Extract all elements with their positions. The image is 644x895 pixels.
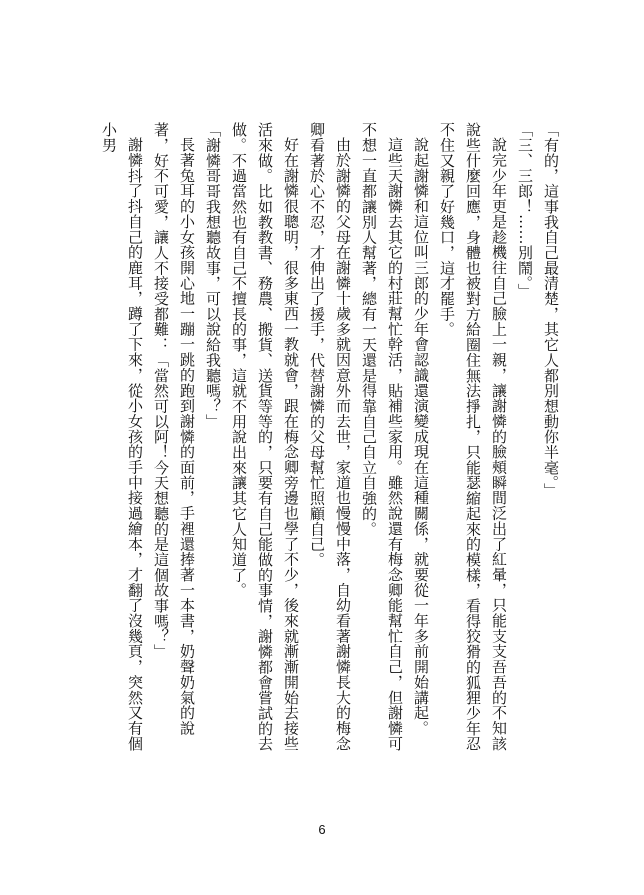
- paragraph-10: 謝憐抖了抖自己的鹿耳，蹲了下來，從小女孩的手中接過繪本，才翻了沒幾頁，突然又有個小男: [100, 122, 144, 751]
- page-number: 6: [318, 822, 326, 837]
- paragraph-6: 由於謝憐的父母在謝憐十歲多就因意外而去世，家道也慢慢中落，自幼看著謝憐長大的梅念卿看著於心不忍，才伸出了援手，代替謝憐的父母幫忙照顧自己。: [308, 122, 352, 751]
- paragraph-4: 說起謝憐和這位叫三郎的少年會認識還演變成現在這種關係，就要從一年多前開始講起。: [412, 137, 430, 736]
- vertical-text-body: [94, 122, 564, 762]
- paragraph-7: 好在謝憐很聰明，很多東西一教就會，跟在梅念卿旁邊也學了不少，後來就漸漸開始去接些活來做。比如教教書、務農、搬貨、送貨等等的，只要有自己能做的事情，謝憐都會嘗試的去做。不過當然也有自己不擅長的事，這就不用說出來讓其它人知道了。: [230, 122, 300, 752]
- paragraph-9: 長著兔耳的小女孩開心地一蹦一跳的跑到謝憐的面前，手裡還捧著一本書，奶聲奶氣的說著，好不可愛，讓人不接受都難：「當然可以阿！今天想聽的是這個故事嗎？」: [152, 122, 196, 736]
- paragraph-dialogue-8: 「謝憐哥哥我想聽故事，可以說給我聽嗎？」: [204, 122, 222, 429]
- paragraph-dialogue-2: 「三、三郎！……別鬧。」: [516, 122, 534, 299]
- paragraph-5: 這些天謝憐去其它的村莊幫忙幹活，貼補些家用。雖然說還有梅念卿能幫忙自己，但謝憐可不想一直都讓別人幫著，總有一天還是得靠自己自立自強的。: [360, 122, 404, 751]
- paragraph-3: 說完少年更是趁機往自己臉上一親，讓謝憐的臉頰瞬間泛出了紅暈，只能支支吾吾的不知該說些什麼回應，身體也被對方給圈住無法掙扎，只能瑟縮起來的模樣，看得狡猾的狐狸少年忍不住又親了好幾口，這才罷手。: [438, 122, 508, 752]
- paragraph-dialogue-1: 「有的，這事我自己最清楚，其它人都別想動你半毫。」: [542, 122, 560, 499]
